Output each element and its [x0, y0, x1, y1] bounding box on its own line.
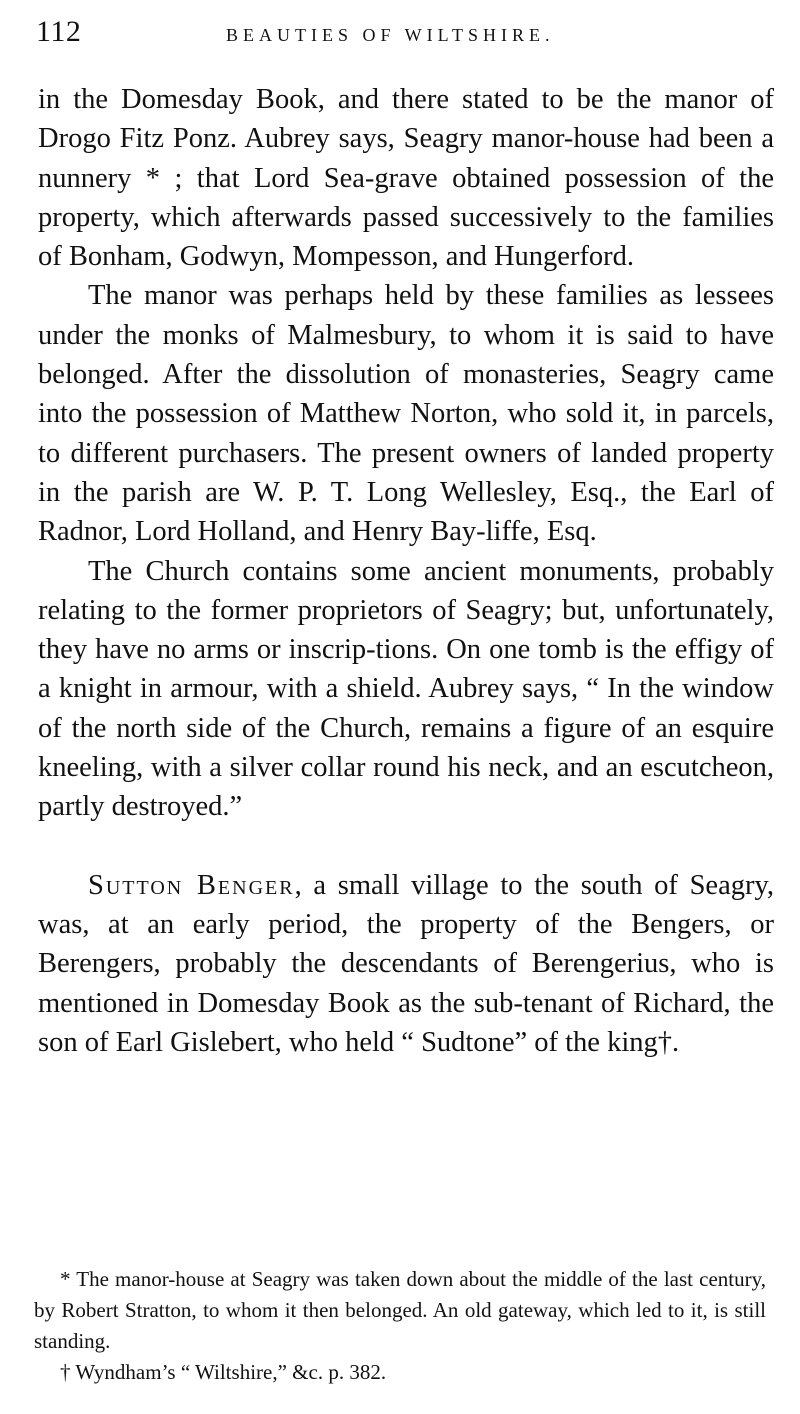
- section-gap: [38, 827, 774, 866]
- page-number: 112: [36, 15, 82, 48]
- running-title: BEAUTIES OF WILTSHIRE.: [226, 25, 555, 45]
- page-header: [36, 14, 776, 54]
- paragraph-sutton-benger-text: , a small village to the south of Seagry, was, at an early period, the property of the Bengers, or Berengers, probably the descendants of Berengerius, who is mentioned in Domesday Book as the sub-tenant of Richard, the son of Earl Gislebert, who held “ Sudtone” of the king†.: [38, 869, 774, 1058]
- footnote-manor-house: * The manor-house at Seagry was taken down about the middle of the last century, by Robert Stratton, to whom it then belonged. An old gateway, which led to it, is still standing.: [34, 1267, 766, 1353]
- paragraph-manor-owners: The manor was perhaps held by these families as lessees under the monks of Malmesbury, to whom it is said to have belonged. After the dissolution of monasteries, Seagry came into the possession of Matthew Norton, who sold it, in parcels, to different purchasers. The present owners of landed property in the parish are W. P. T. Long Wellesley, Esq., the Earl of Radnor, Lord Holland, and Henry Bay-liffe, Esq.: [38, 280, 774, 548]
- paragraph-manor-history: in the Domesday Book, and there stated to be the manor of Drogo Fitz Ponz. Aubrey says, Seagry manor-house had been a nunnery * ; that Lord Sea-grave obtained possession of the property, which afterwards passed successively to the families of Bonham, Godwyn, Mompesson, and Hungerford.: [38, 84, 774, 273]
- footnotes: [34, 1264, 766, 1388]
- body-text: [38, 80, 774, 1062]
- place-name-heading: Sutton Benger: [88, 869, 295, 901]
- footnote-wyndham: † Wyndham’s “ Wiltshire,” &c. p. 382.: [60, 1360, 387, 1384]
- paragraph-church: The Church contains some ancient monuments, probably relating to the former proprietors of Seagry; but, unfortunately, they have no arms or inscrip-tions. On one tomb is the effigy of a knight in armour, with a shield. Aubrey says, “ In the window of the north side of the Church, remains a figure of an esquire kneeling, with a silver collar round his neck, and an escutcheon, partly destroyed.”: [38, 555, 774, 823]
- paragraph-sutton-benger: [38, 866, 774, 1062]
